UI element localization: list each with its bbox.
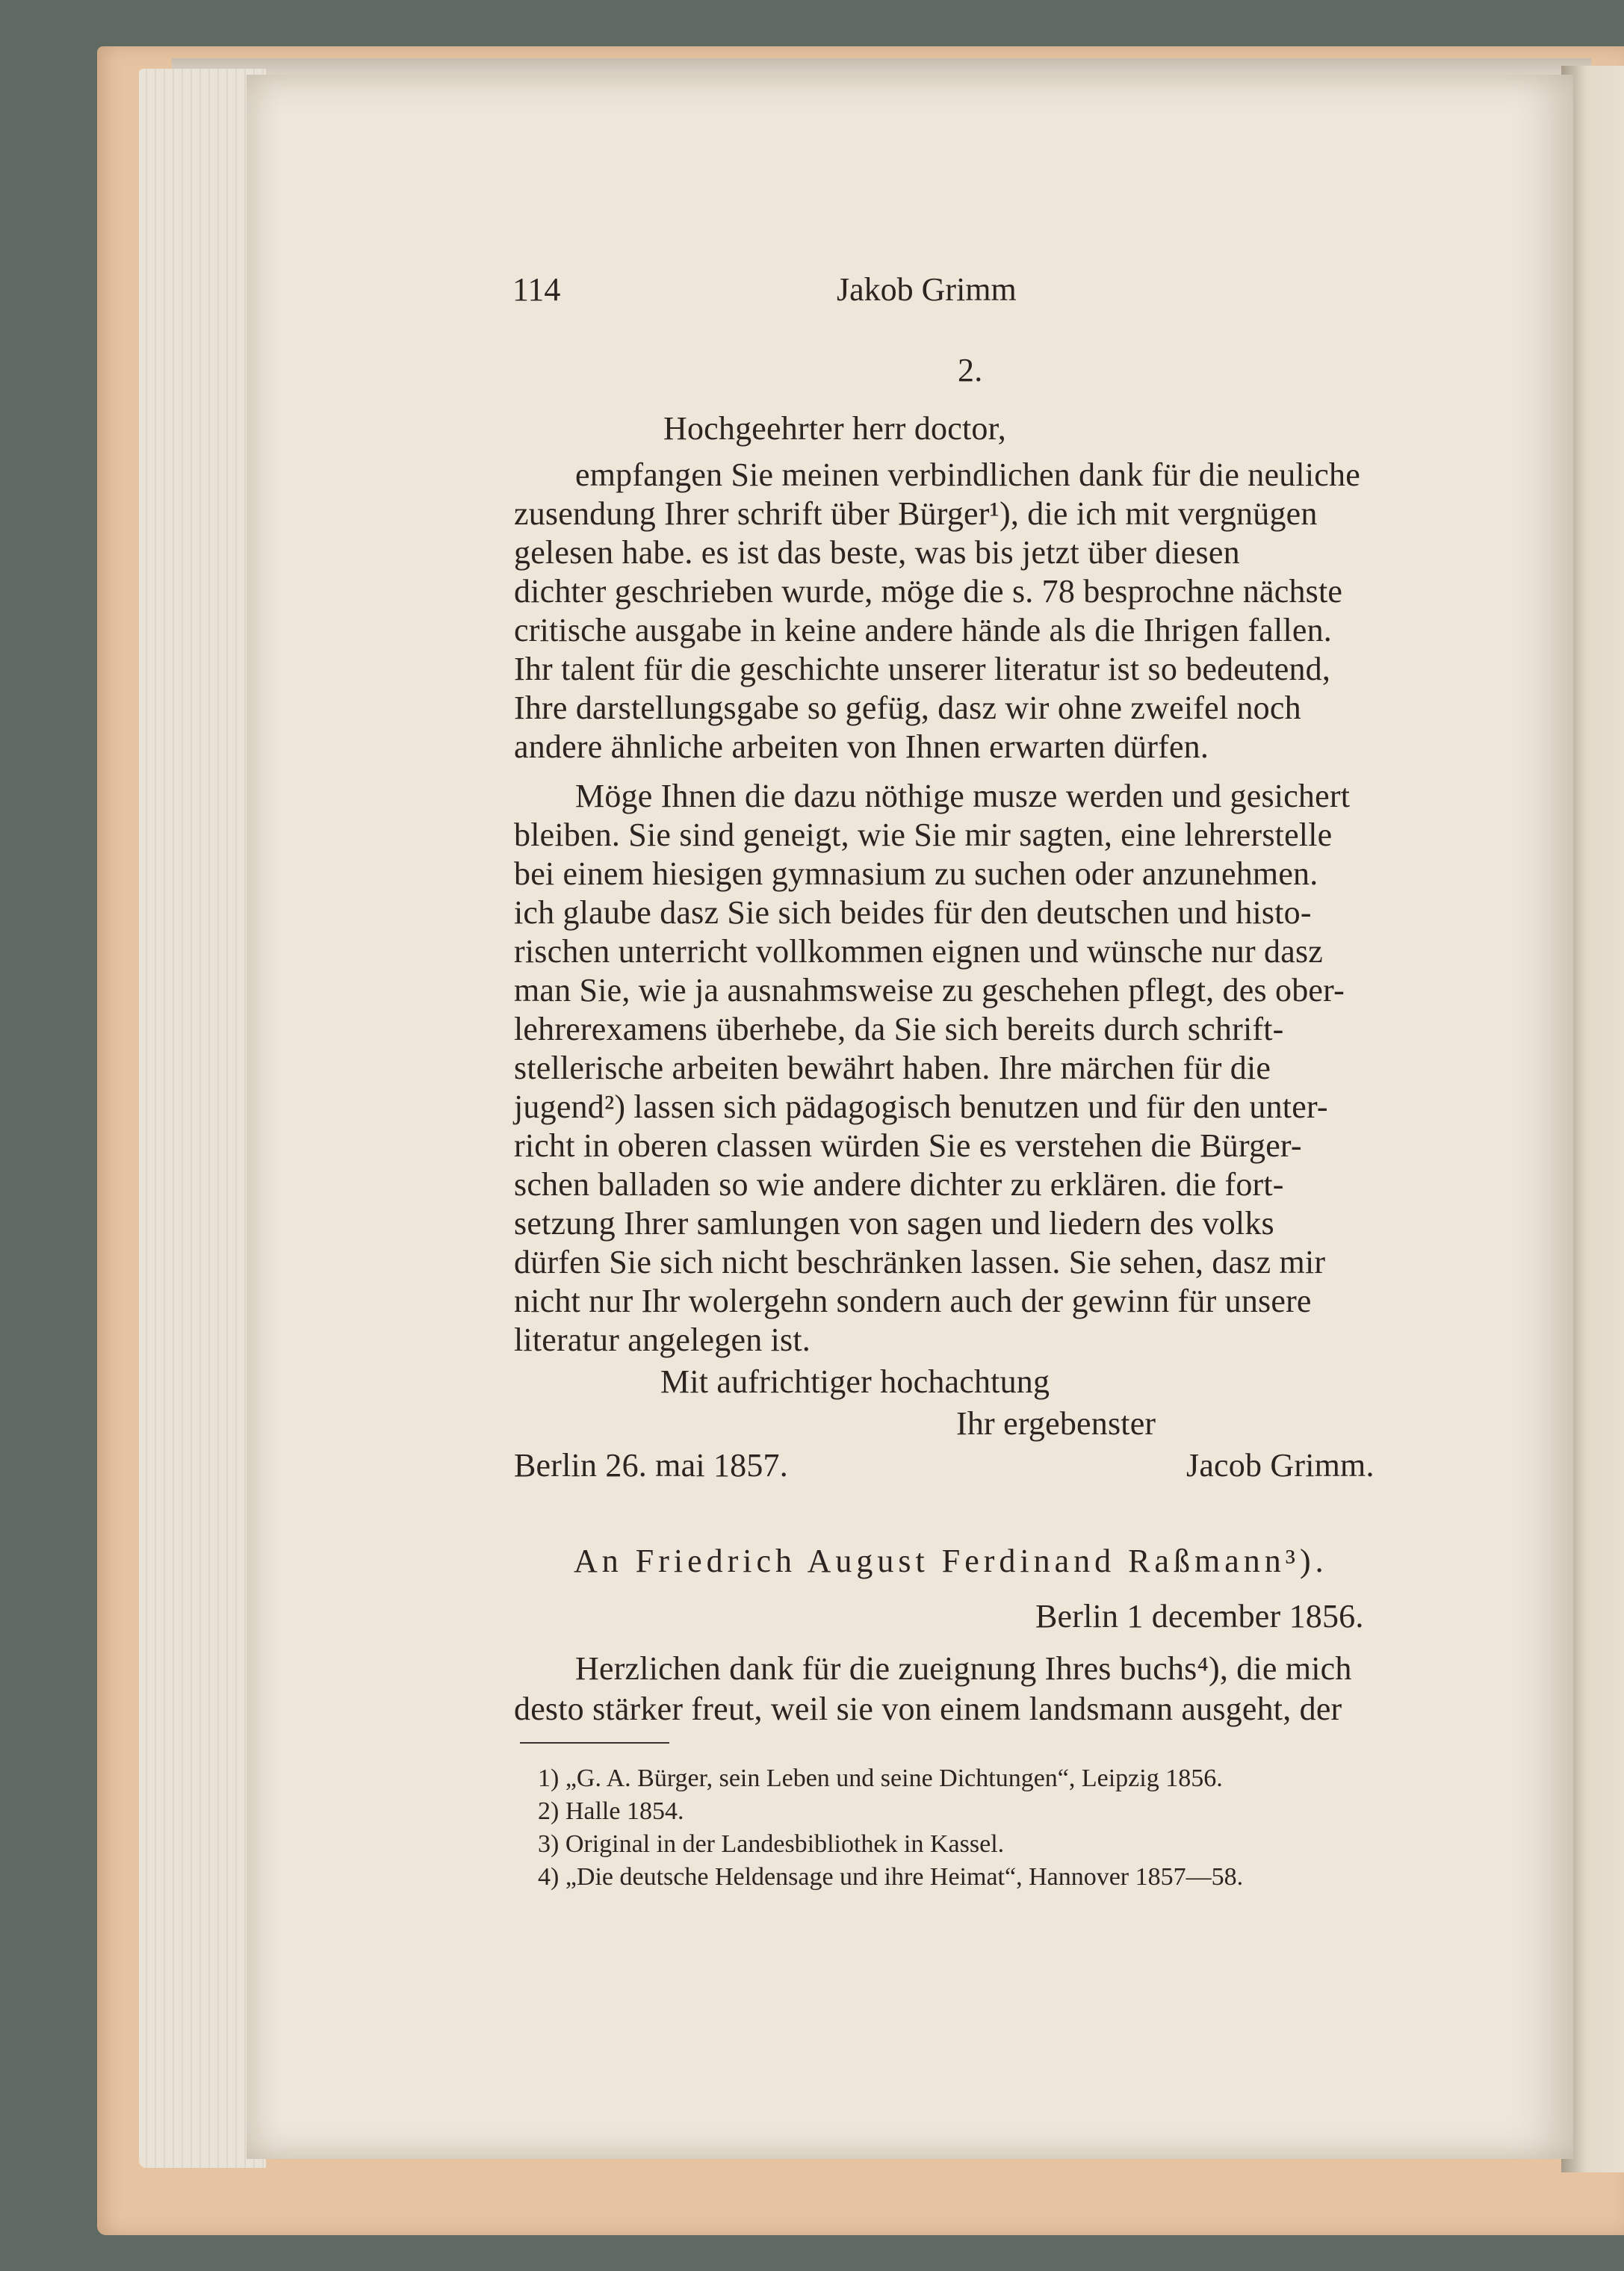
page-number: 114 [512,271,561,308]
letter-place-date: Berlin 1 december 1856. [1035,1598,1364,1635]
text-line: man Sie, wie ja ausnahmsweise zu geschehen pflegt, des ober- [514,972,1345,1009]
text-line: nicht nur Ihr wolergehn sondern auch der gewinn für unsere [514,1283,1312,1319]
text-line: andere ähnliche arbeiten von Ihnen erwarten dürfen. [514,728,1209,765]
closing-ergebenster: Ihr ergebenster [956,1405,1156,1442]
text-line: stellerische arbeiten bewährt haben. Ihre märchen für die [514,1050,1271,1086]
closing: Mit aufrichtiger hochachtung [660,1363,1050,1400]
footnote-rule [520,1742,669,1744]
text-line: bei einem hiesigen gymnasium zu suchen oder anzunehmen. [514,855,1318,892]
text-line: empfangen Sie meinen verbindlichen dank für die neuliche [575,456,1360,493]
text-line: gelesen habe. es ist das beste, was bis jetzt über diesen [514,534,1240,571]
text-line: jugend²) lassen sich pädagogisch benutzen und für den unter- [514,1088,1328,1125]
running-title: Jakob Grimm [837,271,1017,308]
text-line: Möge Ihnen die dazu nöthige musze werden und gesichert [575,778,1351,814]
text-line: zusendung Ihrer schrift über Bürger¹), die ich mit vergnügen [514,495,1318,532]
footnote: 2) Halle 1854. [538,1797,684,1825]
text-line: ich glaube dasz Sie sich beides für den deutschen und histo- [514,894,1312,931]
text-line: Ihre darstellungsgabe so gefüg, dasz wir ohne zweifel noch [514,690,1301,726]
text-line: lehrerexamens überhebe, da Sie sich bereits durch schrift- [514,1011,1284,1047]
letter-number: 2. [958,352,983,388]
text-line: literatur angelegen ist. [514,1322,811,1358]
text-line: Herzlichen dank für die zueignung Ihres buchs⁴), die mich [575,1650,1352,1687]
footnote: 4) „Die deutsche Heldensage und ihre Heimat“, Hannover 1857—58. [538,1863,1244,1891]
text-line: rischen unterricht vollkommen eignen und wünsche nur dasz [514,933,1323,970]
letter-heading: An Friedrich August Ferdinand Raßmann³). [574,1543,1328,1579]
text-line: Ihr talent für die geschichte unserer literatur ist so bedeutend, [514,651,1331,687]
text-line: richt in oberen classen würden Sie es verstehen die Bürger- [514,1127,1302,1164]
text-line: critische ausgabe in keine andere hände als die Ihrigen fallen. [514,612,1333,648]
signature: Jacob Grimm. [1186,1447,1374,1484]
text-line: bleiben. Sie sind geneigt, wie Sie mir sagten, eine lehrerstelle [514,817,1333,853]
text-line: setzung Ihrer samlungen von sagen und liedern des volks [514,1205,1274,1242]
salutation: Hochgeehrter herr doctor, [663,410,1006,447]
place-date: Berlin 26. mai 1857. [514,1447,788,1484]
text-line: dürfen Sie sich nicht beschränken lassen. Sie sehen, dasz mir [514,1244,1326,1280]
footnote: 3) Original in der Landesbibliothek in Kassel. [538,1830,1005,1858]
text-line: dichter geschrieben wurde, möge die s. 78 besprochne nächste [514,573,1343,610]
footnote: 1) „G. A. Bürger, sein Leben und seine Dichtungen“, Leipzig 1856. [538,1765,1223,1792]
text-line: desto stärker freut, weil sie von einem landsmann ausgeht, der [514,1691,1342,1727]
text-line: schen balladen so wie andere dichter zu erklären. die fort- [514,1166,1284,1203]
